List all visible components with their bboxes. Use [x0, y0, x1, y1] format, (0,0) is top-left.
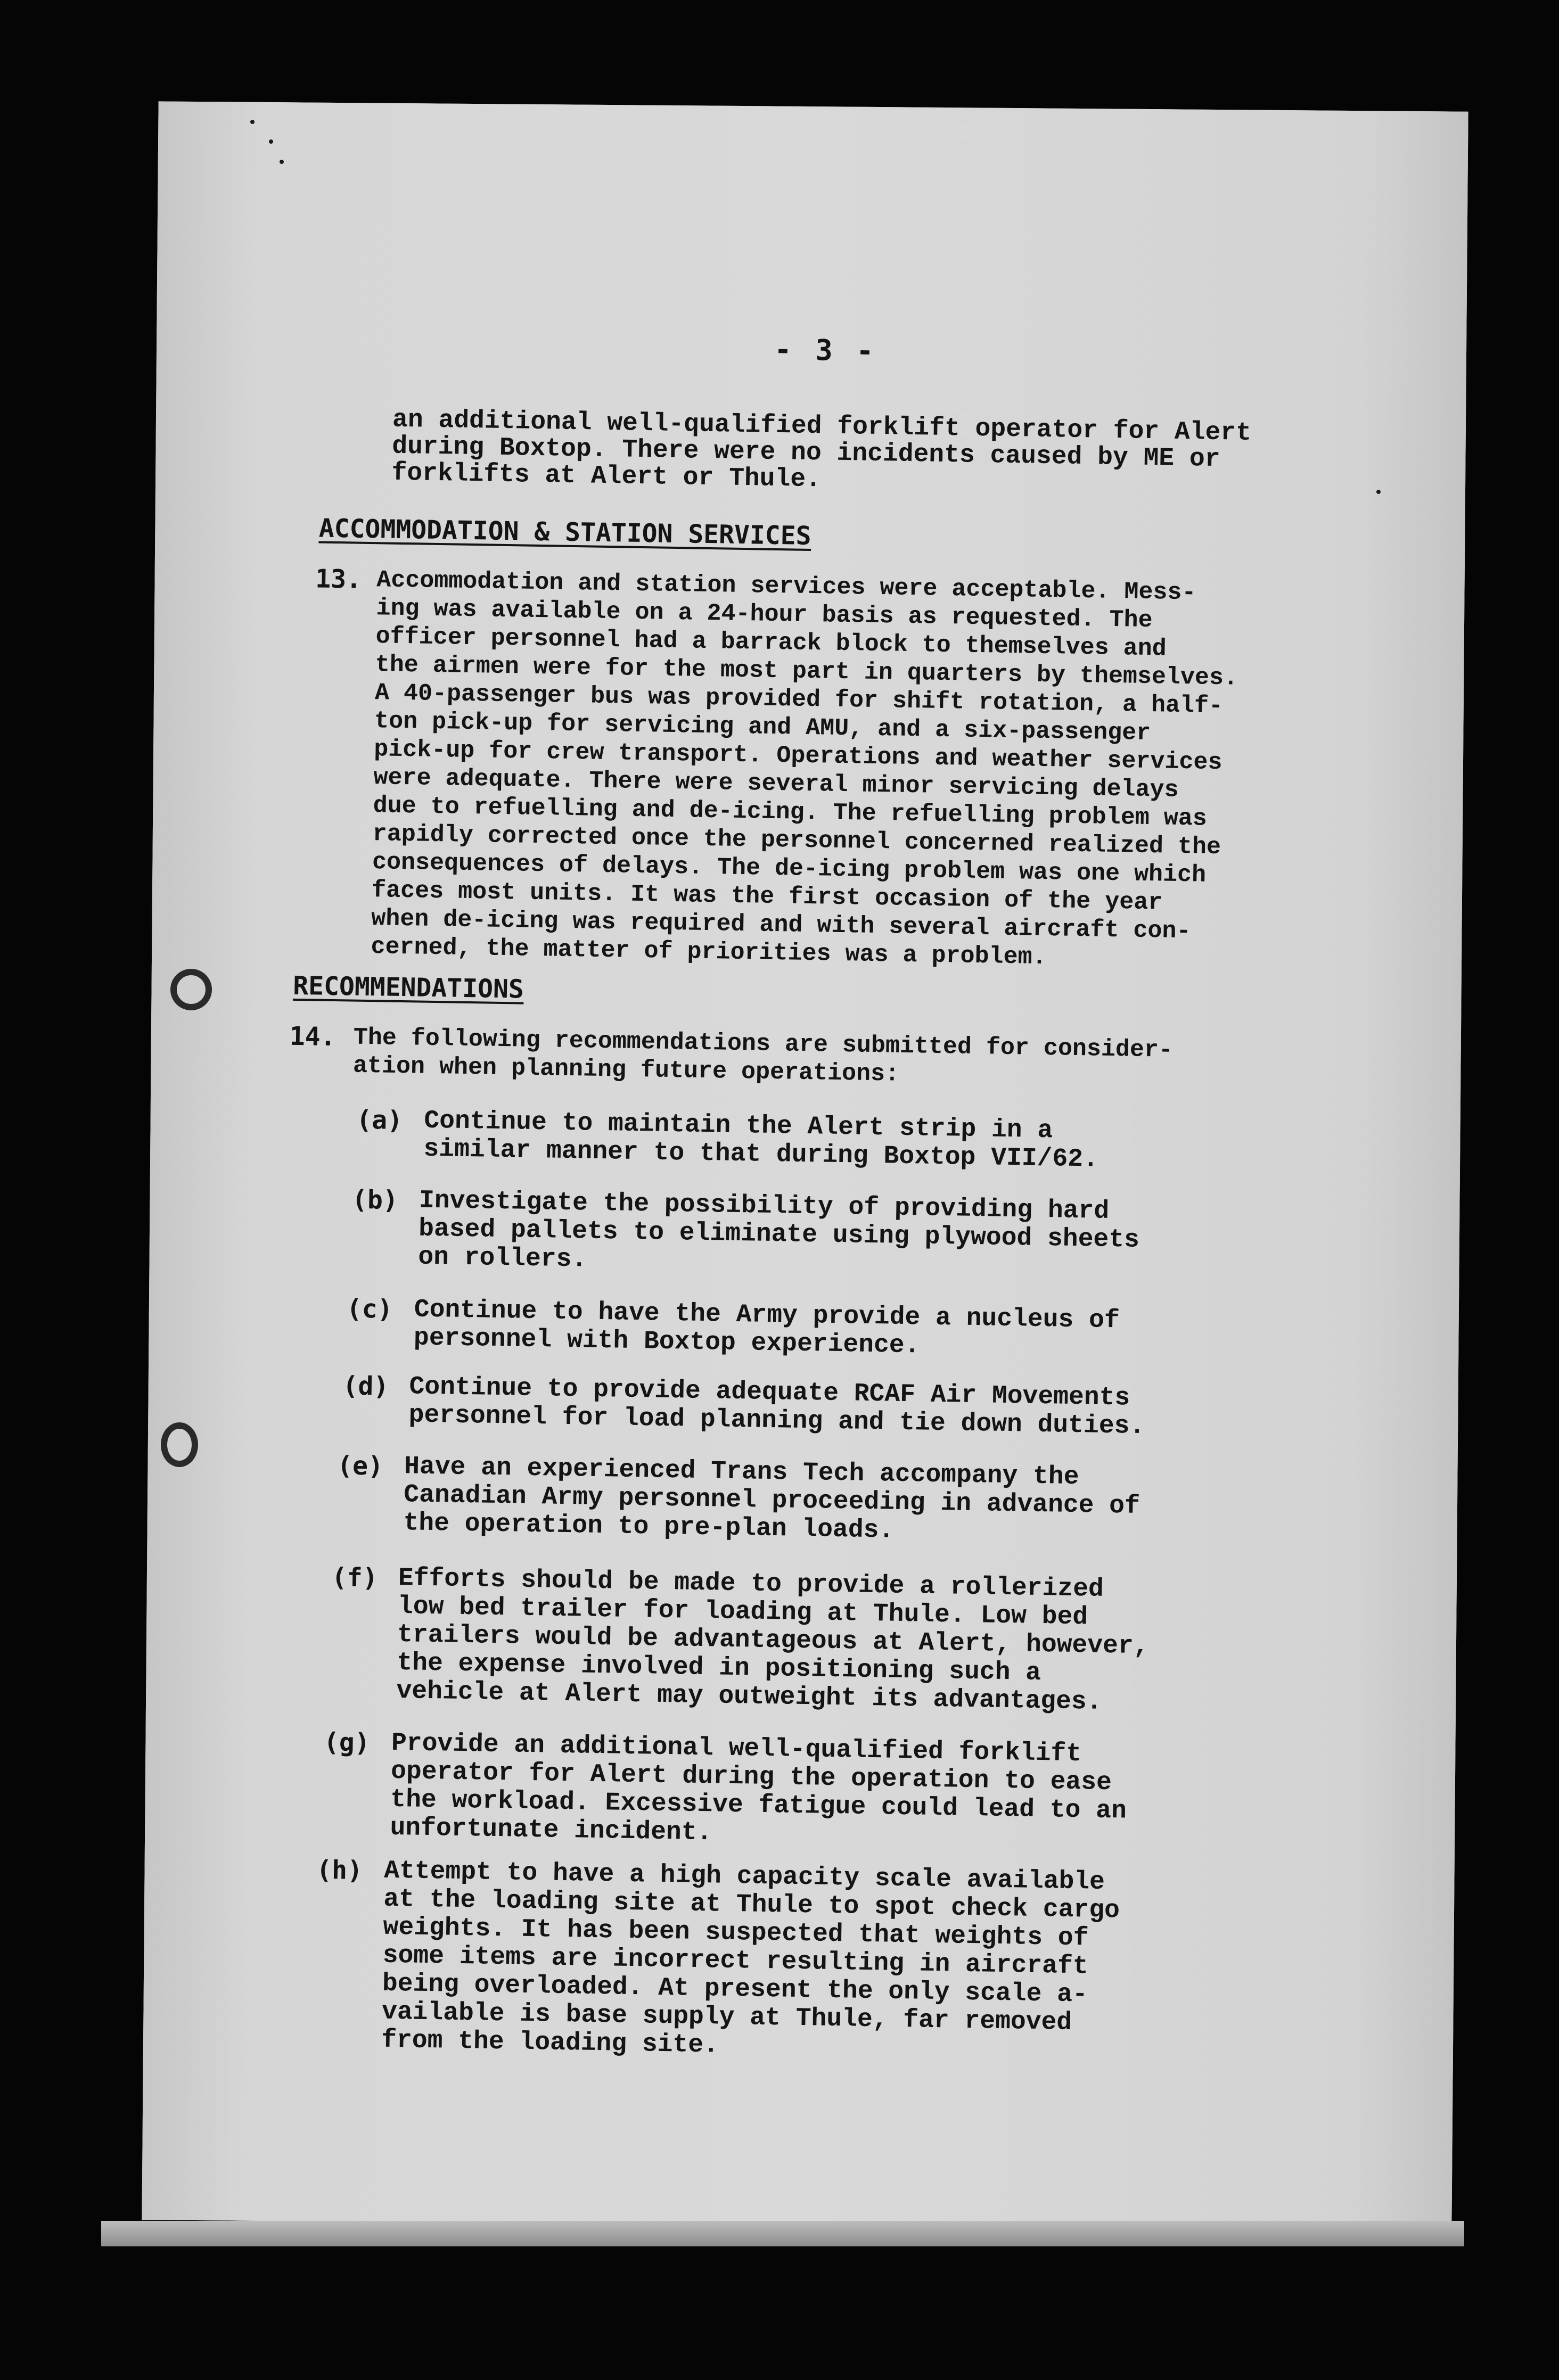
recommendation-text: Attempt to have a high capacity scale available at the loading site at Thule to spot check cargo weights. It has been suspected that weights of some items are incorrect resulting in aircraft being overloaded. At present the only scale a- vailable is base supply at Thule, far removed from the loading site. — [381, 1856, 1120, 2060]
accommodation-paragraph: Accommodation and station services were acceptable. Mess- ing was available on a 24-hour basis as requested. The officer personnel had a barrack block to themselves and the airmen were for the most part in quarters by themselves. A 40-passenger bus was provided for shift rotation, a half- ton pick-up for servicing and AMU, and a six-passenger pick-up for crew transport. Operations and weather services were adequate. There were several minor servicing delays due to refuelling and de-icing. The refuelling problem was rapidly corrected once the personnel concerned realized the consequences of delays. The de-icing problem was one which faces most units. It was the first occasion of the year when de-icing was required and with several aircraft con- cerned, the matter of priorities was a problem. — [371, 566, 1238, 971]
recommendations-intro: The following recommendations are submitted for consider- ation when planning future operations: — [352, 1024, 1174, 1088]
recommendation-letter: (a) — [356, 1105, 403, 1136]
recommendation-letter: (c) — [346, 1294, 393, 1324]
paragraph-number-13: 13. — [315, 564, 362, 595]
section-heading-accommodation: ACCOMMODATION & STATION SERVICES — [318, 513, 811, 551]
recommendation-letter: (g) — [323, 1727, 371, 1758]
continuation-paragraph: an additional well-qualified forklift operator for Alert during Boxtop. There were no incidents caused by ME or forklifts at Alert or Thule. — [391, 405, 1252, 495]
recommendation-letter: (h) — [316, 1855, 363, 1886]
recommendation-text: Continue to provide adequate RCAF Air Movements personnel for load planning and tie down duties. — [408, 1372, 1145, 1442]
section-heading-recommendations: RECOMMENDATIONS — [292, 970, 524, 1004]
recommendation-text: Provide an additional well-qualified forklift operator for Alert during the operation to ease the workload. Excessive fatigue could lead to an unfortunate incident. — [390, 1728, 1127, 1848]
recommendation-letter: (f) — [331, 1562, 379, 1593]
page-number: - 3 - — [774, 332, 877, 368]
recommendation-text: Continue to have the Army provide a nucleus of personnel with Boxtop experience. — [413, 1295, 1120, 1361]
recommendation-text: Efforts should be made to provide a rollerized low bed trailer for loading at Thule. Low bed trailers would be advantageous at Alert, however, the expense involved in positioning such a vehicle at Alert may outweight its advantages. — [396, 1564, 1149, 1717]
recommendation-text: Continue to maintain the Alert strip in a similar manner to that during Boxtop VII/62. — [423, 1106, 1099, 1174]
paragraph-number-14: 14. — [289, 1021, 336, 1052]
recommendation-text: Have an experienced Trans Tech accompany the Canadian Army personnel proceeding in advance of the operation to pre-plan loads. — [403, 1452, 1140, 1545]
recommendation-letter: (b) — [351, 1184, 399, 1215]
recommendation-text: Investigate the possibility of providing hard based pallets to eliminate using plywood sheets on rollers. — [417, 1186, 1140, 1274]
recommendation-letter: (e) — [337, 1451, 384, 1481]
recommendation-letter: (d) — [342, 1371, 389, 1402]
